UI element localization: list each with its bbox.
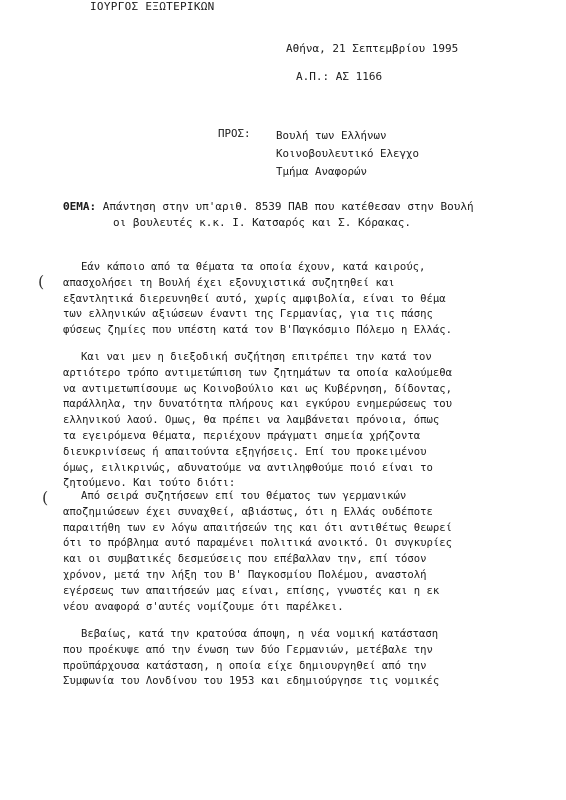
- protocol-number: Α.Π.: ΑΣ 1166: [296, 70, 383, 83]
- subject-line: οι βουλευτές κ.κ. Ι. Κατσαρός και Σ. Κόρακας.: [113, 216, 412, 229]
- paragraph-line: εγέρσεως των απαιτήσεών μας είναι, επίσης, γνωστές και η εκ: [63, 584, 440, 597]
- subject-block: [63, 199, 474, 231]
- paragraph-line: παράλληλα, την δυνατότητα πλήρους και εγκύρου ενημερώσεως του: [63, 398, 453, 411]
- paragraph-line: ελληνικού λαού. Ομως, θα πρέπει να λαμβάνεται πρόνοια, όπως: [63, 414, 440, 427]
- paragraph-line: Βεβαίως, κατά την κρατούσα άποψη, η νέα νομική κατάσταση: [81, 628, 439, 640]
- recipient-line: Κοινοβουλευτικό Ελεγχο: [276, 147, 420, 160]
- recipient-line: Τμήμα Αναφορών: [276, 165, 368, 178]
- paragraph-line: Συμφωνία του Λονδίνου του 1953 και εδημιούργησε τις νομικές: [63, 675, 440, 688]
- paragraph-line: φύσεως ζημίες που υπέστη κατά τον Β'Παγκόσμιο Πόλεμο η Ελλάς.: [63, 324, 453, 337]
- paragraph-line: που προέκυψε από την ένωση των δύο Γερμανιών, μετέβαλε την: [63, 643, 433, 656]
- subject-line: [63, 199, 474, 215]
- paragraph-line: παραιτήθη των εν λόγω απαιτήσεών της και ότι αντιθέτως θεωρεί: [63, 521, 453, 534]
- paragraph-line: αρτιότερο τρόπο αντιμετώπιση των ζητημάτων τα οποία καλούμεθα: [63, 366, 453, 379]
- recipient-label: ΠΡΟΣ:: [218, 127, 251, 140]
- paragraph-line: διευκρινίσεως ή απαιτούντα εξηγήσεις. Επί του προκειμένου: [63, 445, 427, 458]
- paragraph-line: ζητούμενο. Και τούτο διότι:: [63, 477, 236, 490]
- paragraph-line: όμως, ειλικρινώς, αδυνατούμε να αντιληφθούμε ποιό είναι το: [63, 461, 433, 474]
- paragraph-line: απασχολήσει τη Βουλή έχει εξονυχιστικά συζητηθεί και: [63, 276, 395, 289]
- paragraph-line: να αντιμετωπίσουμε ως Κοινοβούλιο και ως Κυβέρνηση, δίδοντας,: [63, 382, 453, 395]
- margin-mark: (: [42, 488, 49, 507]
- paragraph-line: Από σειρά συζητήσεων επί του θέματος των γερμανικών: [81, 490, 407, 502]
- paragraph-line: Εάν κάποιο από τα θέματα τα οποία έχουν, κατά καιρούς,: [81, 261, 426, 273]
- ministry-header: ΙΟΥΡΓΟΣ ΕΞΩΤΕΡΙΚΩΝ: [90, 0, 215, 13]
- paragraph-line: και οι συμβατικές δεσμεύσεις που επέβαλλαν την, επί τόσον: [63, 553, 427, 566]
- recipient-line: Βουλή των Ελλήνων: [276, 129, 387, 142]
- body-paragraph: [63, 260, 452, 339]
- subject-label: ΘΕΜΑ:: [63, 200, 97, 213]
- letter-date: Αθήνα, 21 Σεπτεμβρίου 1995: [286, 42, 459, 55]
- paragraph-line: νέου αναφορά σ'αυτές νομίζουμε ότι παρέλκει.: [63, 600, 344, 613]
- paragraph-line: ότι το πρόβλημα αυτό παραμένει πολιτικά ανοικτό. Οι συγκυρίες: [63, 537, 453, 550]
- paragraph-line: προϋπάρχουσα κατάσταση, η οποία είχε δημιουργηθεί από την: [63, 659, 427, 672]
- paragraph-line: εξαντλητικά διερευνηθεί αυτό, χωρίς αμφιβολία, είναι το θέμα: [63, 292, 446, 305]
- subject-text: Απάντηση στην υπ'αριθ. 8539 ΠΑΒ που κατέθεσαν στην Βουλή: [96, 200, 474, 213]
- paragraph-line: χρόνον, μετά την λήξη του Β' Παγκοσμίου Πολέμου, αναστολή: [63, 568, 427, 581]
- paragraph-line: τα εγειρόμενα θέματα, περιέχουν πράγματι σημεία χρήζοντα: [63, 429, 421, 442]
- body-paragraph: [63, 489, 452, 615]
- paragraph-line: Και ναι μεν η διεξοδική συζήτηση επιτρέπει την κατά τον: [81, 351, 432, 363]
- margin-mark: (: [38, 272, 45, 291]
- body-paragraph: [63, 350, 452, 492]
- paragraph-line: αποζημιώσεων έχει συναχθεί, αβιάστως, ότι η Ελλάς ουδέποτε: [63, 505, 433, 518]
- body-paragraph: [63, 627, 439, 690]
- recipient-block: [276, 127, 419, 181]
- paragraph-line: των ελληνικών αξιώσεων έναντι της Γερμανίας, για τις πάσης: [63, 308, 433, 321]
